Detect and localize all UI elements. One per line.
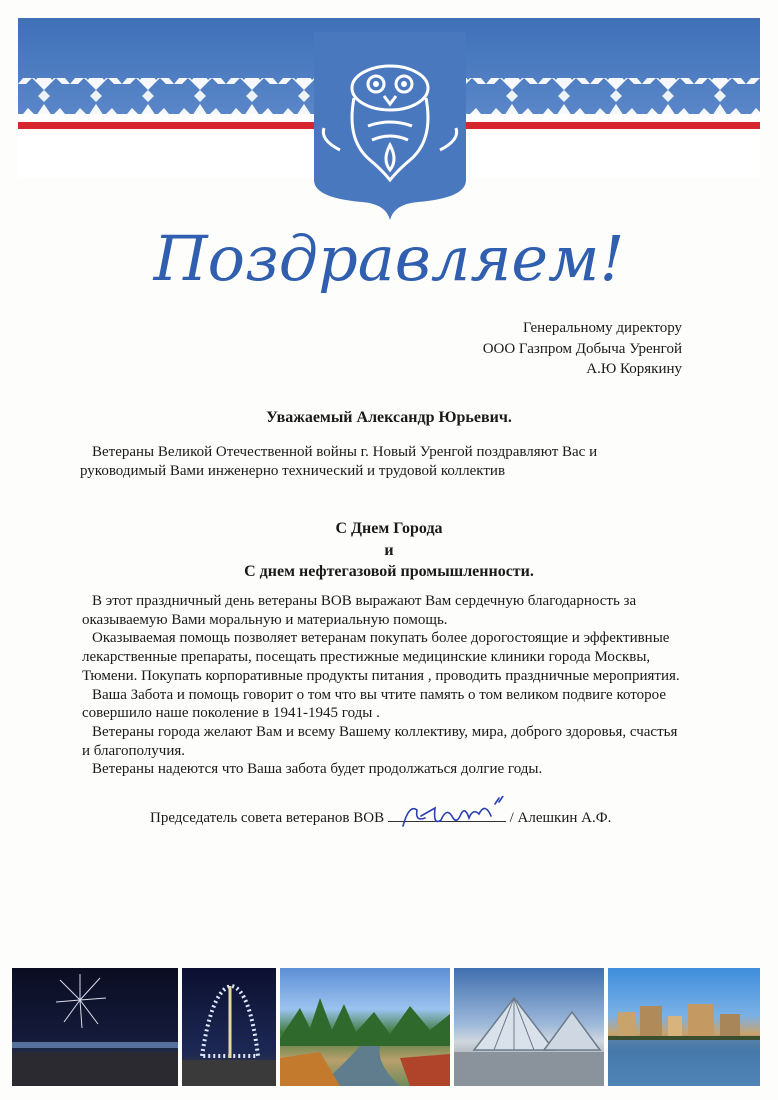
- salutation: Уважаемый Александр Юрьевич.: [266, 409, 512, 426]
- body-paragraph: Оказываемая помощь позволяет ветеранам покупать более дорогостоящие и эффективные лекарственные препараты, посещать престижные медицинские клиники города Москвы, Тюмени. Покупать корпоративные продукты питания , проводить праздничные мероприятия.: [82, 630, 680, 684]
- intro-paragraph: Ветераны Великой Отечественной войны г. Новый Уренгой поздравляют Вас и руководимый Вами инженерно технический и трудовой коллектив: [80, 444, 598, 479]
- signature-prefix: Председатель совета ветеранов ВОВ: [150, 810, 385, 826]
- occasion-line-1: С Днем Города: [335, 520, 443, 537]
- photo-lit-sculpture: [182, 968, 276, 1086]
- addressee-position: Генеральному директору: [522, 320, 682, 336]
- body-paragraph: Ветераны города желают Вам и всему Вашему коллективу, мира, доброго здоровья, счастья и благополучия.: [82, 723, 678, 759]
- body-paragraph: Ветераны надеются что Ваша забота будет продолжаться долгие годы.: [92, 761, 543, 778]
- signature-line: [150, 807, 611, 827]
- photo-strip: [12, 968, 764, 1086]
- addressee-name: А.Ю Корякину: [586, 361, 682, 377]
- handwritten-signature: [395, 796, 525, 836]
- photo-fireworks-night: [12, 968, 178, 1086]
- signature-name: / Алешкин А.Ф.: [509, 810, 612, 826]
- photo-modern-building-square: [454, 968, 604, 1086]
- svg-text:Поздравляем!: Поздравляем!: [153, 222, 625, 295]
- photo-autumn-forest-river: [280, 968, 450, 1086]
- addressee-block: [483, 318, 682, 380]
- photo-city-embankment: [608, 968, 760, 1086]
- letter-body: [82, 592, 682, 779]
- greeting-title: [0, 208, 778, 318]
- occasion-block: [0, 518, 778, 583]
- body-paragraph: В этот праздничный день ветераны ВОВ выражают Вам сердечную благодарность за оказываемую Вами моральную и материальную помощь.: [82, 593, 637, 628]
- coat-of-arms-icon: [310, 30, 470, 220]
- body-paragraph: Ваша Забота и помощь говорит о том что вы чтите память о том великом подвиге которое совершило наше поколение в 1941-1945 годы .: [82, 686, 666, 722]
- addressee-company: ООО Газпром Добыча Уренгой: [482, 340, 682, 357]
- occasion-line-3: С днем нефтегазовой промышленности.: [244, 563, 534, 580]
- occasion-line-2: и: [384, 541, 394, 559]
